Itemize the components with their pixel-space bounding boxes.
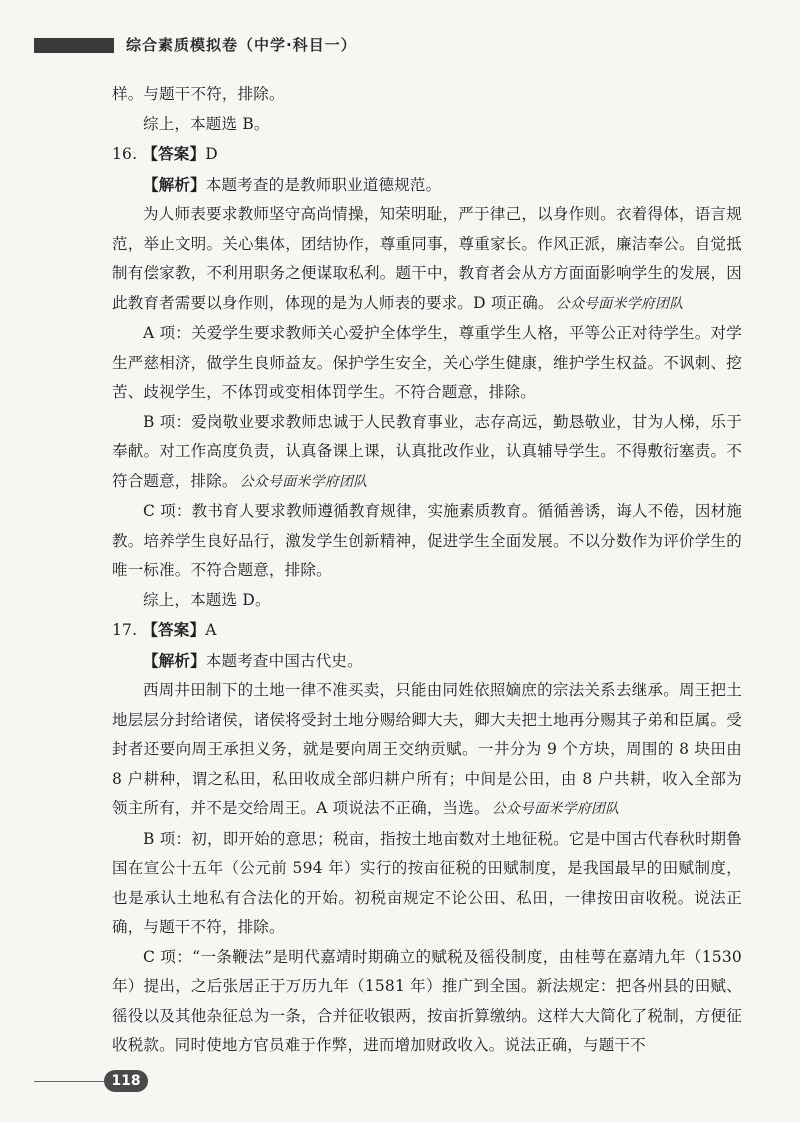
header-decor-bar (34, 38, 114, 53)
page-number: 118 (104, 1070, 148, 1092)
paragraph: A 项：关爱学生要求教师关心爱护全体学生，尊重学生人格，平等公正对待学生。对学生严慈相济，做学生良师益友。保护学生安全，关心学生健康，维护学生权益。不讽刺、挖苦、歧视学生，不体罚或变相体罚学生。不符合题意，排除。 (112, 324, 742, 401)
paragraph: 样。与题干不符，排除。 (112, 85, 285, 103)
paragraph: 为人师表要求教师坚守高尚情操，知荣明耻，严于律己，以身作则。衣着得体，语言规范，举止文明。关心集体，团结协作，尊重同事，尊重家长。作风正派，廉洁奉公。自觉抵制有偿家教，不利用职务之便谋取私利。题干中，教育者会从方方面面影响学生的发展，因此教育者需要以身作则，体现的是为人师表的要求。D 项正确。 公众号面米学府团队 (112, 205, 742, 312)
question-16-answer: 16. 【答案】D (112, 144, 218, 163)
question-17-analysis: 【解析】本题考查中国古代史。 (143, 650, 363, 670)
paragraph: C 项：“一条鞭法”是明代嘉靖时期确立的赋税及徭役制度，由桂萼在嘉靖九年（1530 年）提出，之后张居正于万历九年（1581 年）推广到全国。新法规定：把各州县的田赋、徭役以及其他杂征总为一条，合并征收银两，按亩折算缴纳。这样大大简化了税制，方便征收税款。同时使地方官员难于作弊，进而增加财政收入。说法正确，与题干不 (112, 947, 742, 1054)
paragraph: C 项：教书育人要求教师遵循教育规律，实施素质教育。循循善诱，诲人不倦，因材施教。培养学生良好品行，激发学生创新精神，促进学生全面发展。不以分数作为评价学生的唯一标准。不符合题意，排除。 (112, 502, 742, 579)
page-header-title: 综合素质模拟卷（中学·科目一） (126, 36, 357, 54)
watermark-text: 公众号面米学府团队 (491, 801, 620, 817)
watermark-text: 公众号面米学府团队 (555, 295, 684, 312)
paragraph: 综上，本题选 B。 (143, 114, 270, 133)
question-16-analysis: 【解析】本题考查的是教师职业道德规范。 (143, 174, 442, 194)
page-content (112, 80, 742, 1061)
watermark-text: 公众号面米学府团队 (239, 473, 368, 490)
question-17-answer: 17. 【答案】A (112, 620, 217, 639)
paragraph: B 项：初，即开始的意思；税亩，指按土地亩数对土地征税。它是中国古代春秋时期鲁国在宣公十五年（公元前 594 年）实行的按亩征税的田赋制度，是我国最早的田赋制度，也是承认土地私有合法化的开始。初税亩规定不论公田、私田，一律按田亩收税。说法正确，与题干不符，排除。 (112, 829, 742, 936)
footer-rule (34, 1081, 106, 1082)
paragraph: 西周井田制下的土地一律不准买卖，只能由同姓依照嫡庶的宗法关系去继承。周王把土地层层分封给诸侯，诸侯将受封土地分赐给卿大夫，卿大夫把土地再分赐其子弟和臣属。受封者还要向周王承担义务，就是要向周王交纳贡赋。一井分为 9 个方块，周围的 8 块田由 8 户耕种，谓之私田，私田收成全部归耕户所有；中间是公田，由 8 户共耕，收入全部为领主所有，并不是交给周王。A 项说法不正确，当选。 公众号面米学府团队 (112, 681, 742, 817)
paragraph: 综上，本题选 D。 (143, 590, 271, 609)
paragraph: B 项：爱岗敬业要求教师忠诚于人民教育事业，志存高远，勤恳敬业，甘为人梯，乐于奉献。对工作高度负责，认真备课上课，认真批改作业，认真辅导学生。不得敷衍塞责。不符合题意，排除。 公众号面米学府团队 (112, 412, 742, 490)
